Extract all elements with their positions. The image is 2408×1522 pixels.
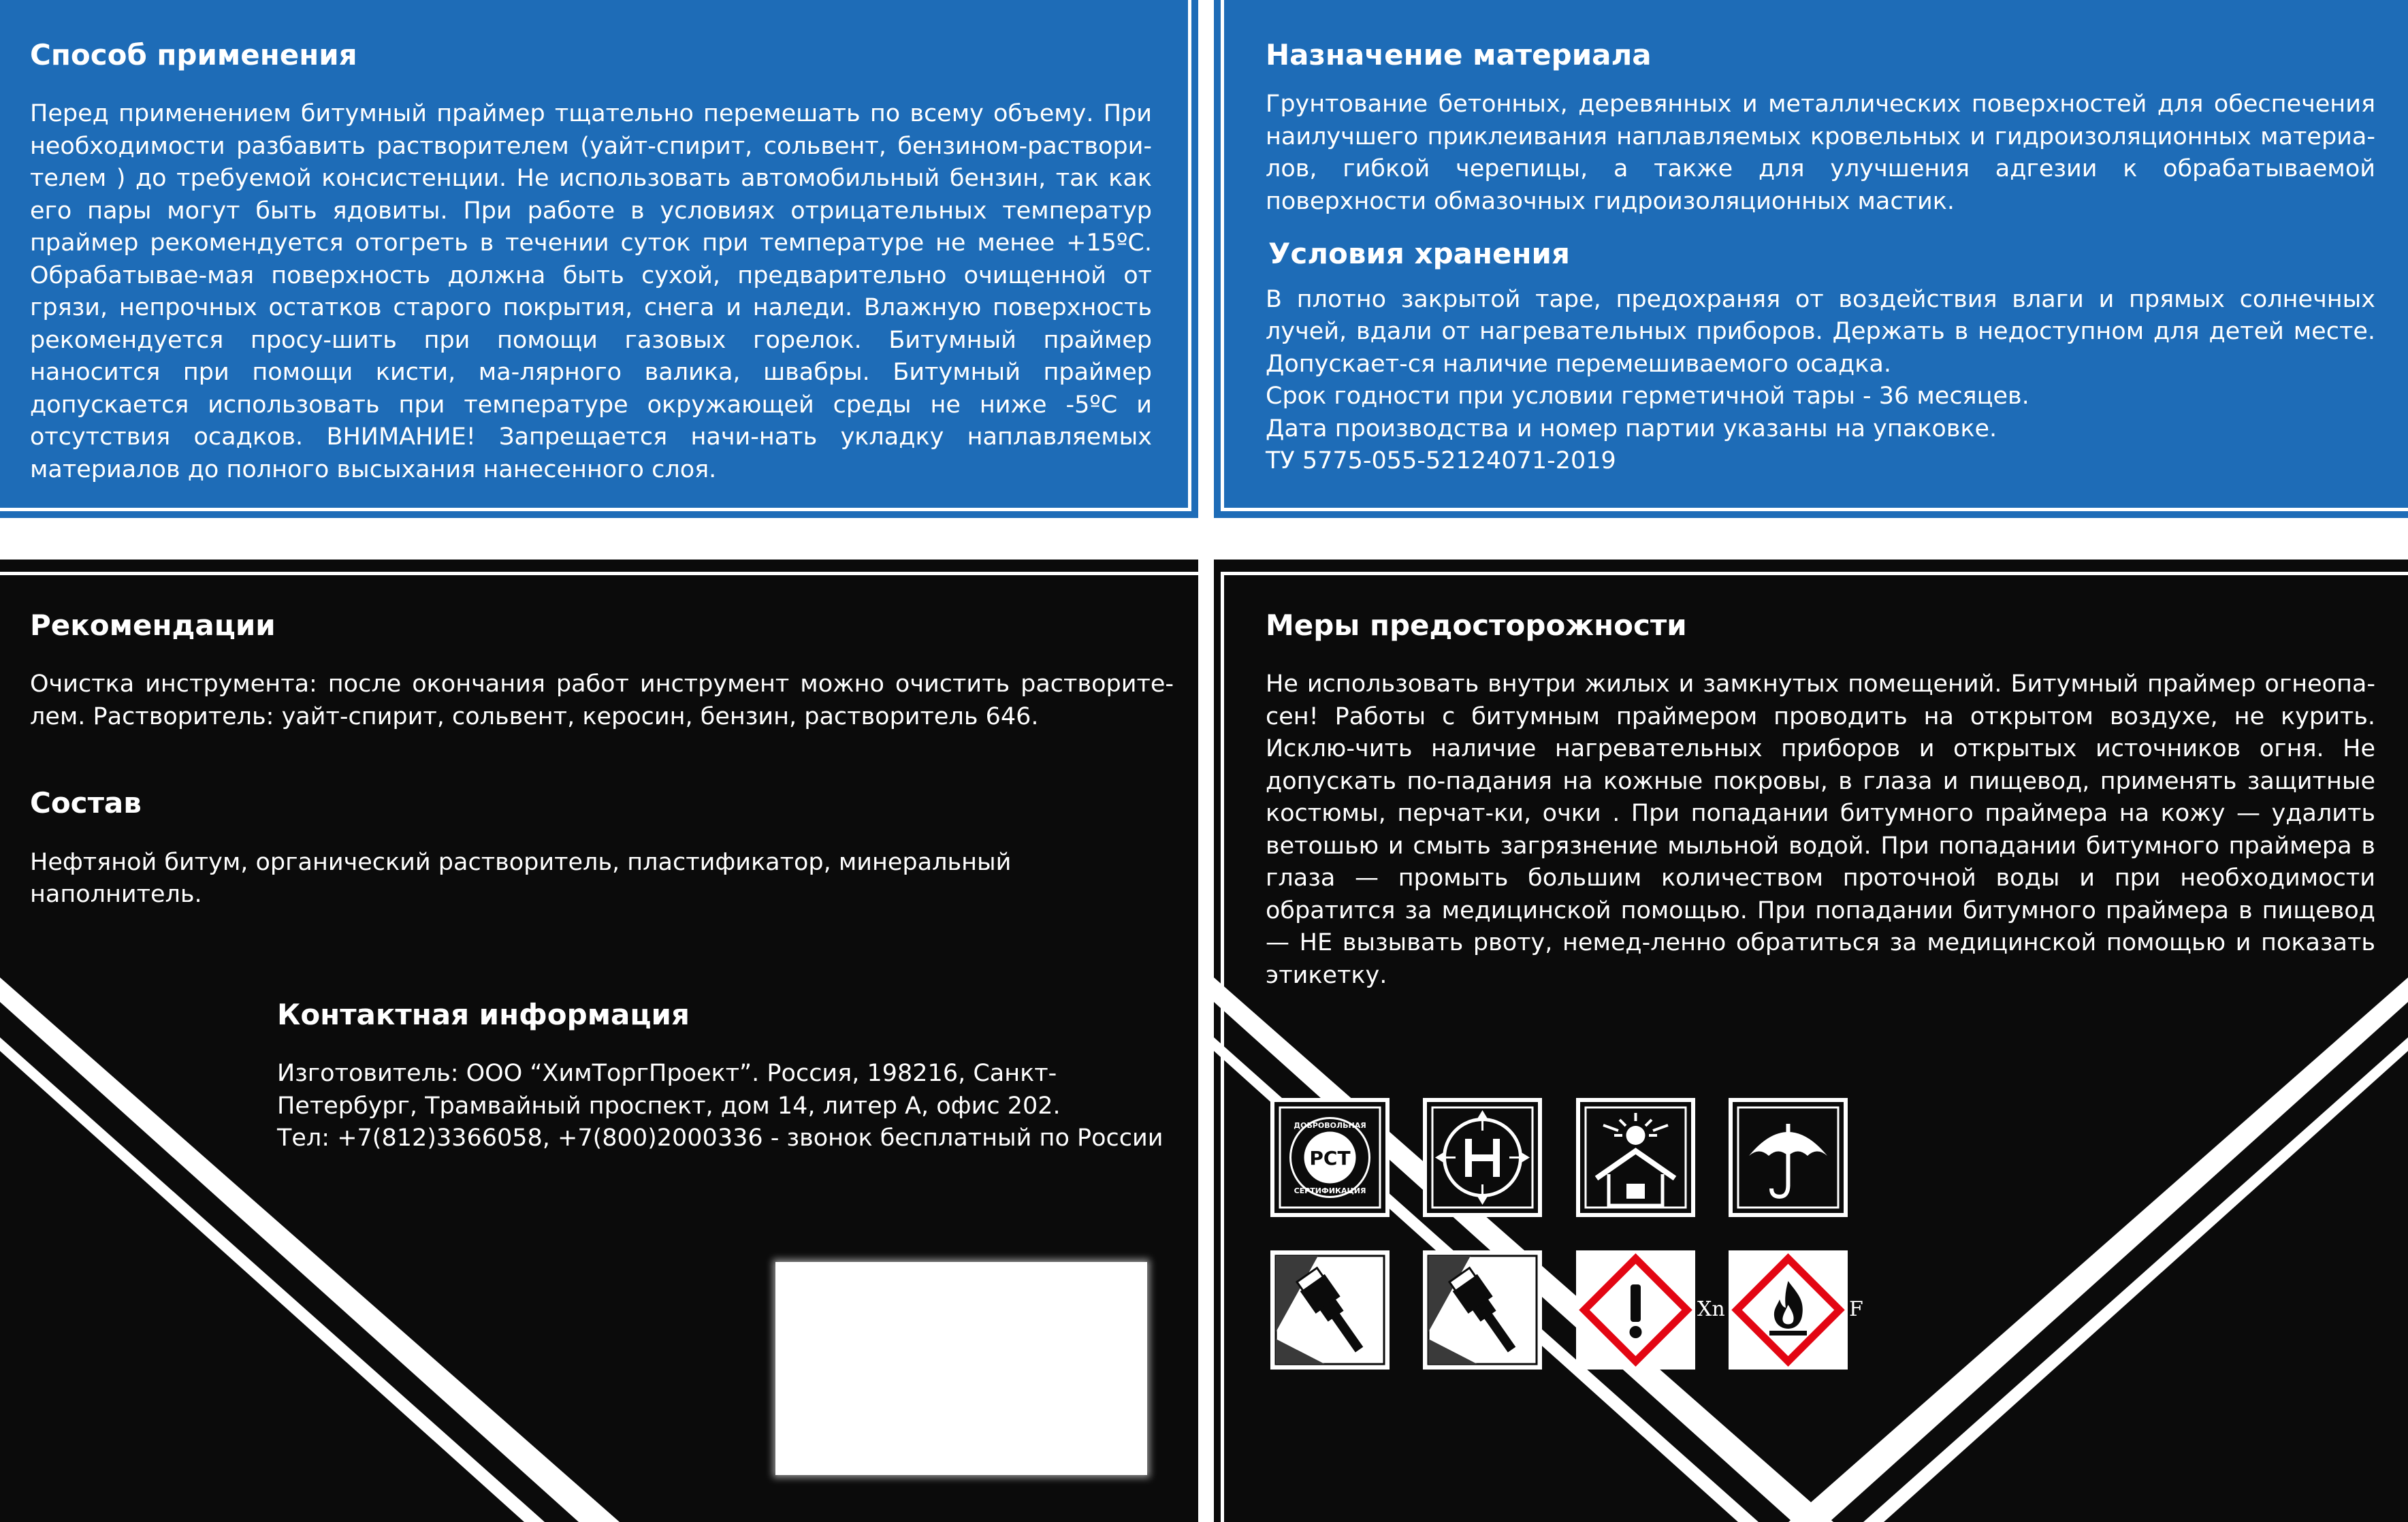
ghs-exclamation-code: Xn xyxy=(1697,1297,1725,1321)
contacts-title: Контактная информация xyxy=(277,998,690,1031)
barcode-placeholder xyxy=(775,1262,1147,1475)
precautions-content xyxy=(1266,609,2375,992)
contacts-manufacturer: Изготовитель: ООО “ХимТоргПроект”. Россия, 198216, Санкт-Петербург, Трамвайный проспект, дом 14, литер А, офис 202. xyxy=(277,1060,1061,1120)
composition-title: Состав xyxy=(30,786,142,820)
brush-apply-icon xyxy=(1270,1250,1390,1370)
keep-upright-icon xyxy=(1423,1098,1542,1217)
application-text: Перед применением битумный праймер тщательно перемешать по всему объему. При необходимости разбавить растворителем (уайт-спирит, сольвент, бензином-раствори-телем ) до требуемой консистенции. Не использовать автомобильный бензин, так как его пары могут быть ядовиты. При работе в условиях отрицательных температур праймер рекомендуется отогреть в течении суток при температуре не менее +15ºС. Обрабатывае-мая поверхность должна быть сухой, предварительно очищенной от грязи, непрочных остатков старого покрытия, снега и наледи. Влажную поверхность рекомендуется просу-шить при помощи газовых горелок. Битумный праймер наносится при помощи кисти, ма-лярного валика, швабры. Битумный праймер допускается использовать при температуре окружающей среды не ниже -5ºС и отсутствия осадков. ВНИМАНИЕ! Запрещается начи-нать укладку наплавляемых материалов до полного высыхания нанесенного слоя. xyxy=(30,100,1152,483)
purpose-text: Грунтование бетонных, деревянных и металлических поверхностей для обеспечения наилучшего приклеивания наплавляемых кровельных и гидроизоляционных материа-лов, гибкой черепицы, а также для улучшения адгезии к обрабатываемой поверхности обмазочных гидроизоляционных мастик. xyxy=(1266,91,2375,215)
certification-icon xyxy=(1270,1098,1390,1217)
contacts-content xyxy=(277,998,1176,1155)
ghs-flame-icon xyxy=(1729,1250,1848,1370)
application-title: Способ применения xyxy=(30,38,357,71)
storage-shelf-life: Срок годности при условии герметичной тары - 36 месяцев. xyxy=(1266,383,2029,410)
storage-title: Условия хранения xyxy=(1268,237,1570,271)
purpose-content xyxy=(1266,38,2375,478)
certification-top: ДОБРОВОЛЬНАЯ xyxy=(1294,1121,1366,1130)
application-panel xyxy=(0,0,1198,518)
storage-standard: ТУ 5775-055-52124071-2019 xyxy=(1266,447,1616,475)
precautions-text: Не использовать внутри жилых и замкнутых помещений. Битумный праймер огнеопа-сен! Работы с битумным праймером проводить на открытом воздухе, не курить. Исклю-чить наличие нагревательных приборов и открытых источников огня. Не допускать по-падания на кожные покровы, в глаза и пищевод, применять защитные костюмы, перчат-ки, очки . При попадании битумного праймера на кожу — удалить ветошью и смыть загрязнение мыльной водой. При попадании битумного праймера в глаза — промыть большим количеством проточной воды и при необходимости обратится за медицинской помощью. При попадании битумного праймера в пищевод — НЕ вызывать рвоту, немед-ленно обратиться за медицинской помощью и показать этикетку. xyxy=(1266,670,2375,989)
precautions-panel xyxy=(1214,560,2408,1522)
purpose-panel xyxy=(1214,0,2408,518)
recommendations-content xyxy=(30,609,1174,911)
recommendations-title: Рекомендации xyxy=(30,609,276,642)
recommendations-text: Очистка инструмента: после окончания работ инструмент можно очистить растворите-лем. Растворитель: уайт-спирит, сольвент, керосин, бензин, растворитель 646. xyxy=(30,670,1174,730)
keep-from-sun-icon xyxy=(1576,1098,1695,1217)
composition-text: Нефтяной битум, органический растворитель, пластификатор, минеральный наполнитель. xyxy=(30,848,1012,909)
contacts-phones: Тел: +7(812)3366058, +7(800)2000336 - звонок бесплатный по России xyxy=(277,1124,1163,1152)
storage-text: В плотно закрытой таре, предохраняя от воздействия влаги и прямых солнечных лучей, вдали от нагревательных приборов. Держать в недоступном для детей месте. Допускает-ся наличие перемешиваемого осадка. xyxy=(1266,285,2375,378)
certification-mark: РСТ xyxy=(1309,1147,1351,1169)
brush-apply-icon xyxy=(1423,1250,1542,1370)
storage-batch: Дата производства и номер партии указаны на упаковке. xyxy=(1266,415,1997,442)
ghs-flame-code: F xyxy=(1849,1297,1863,1321)
application-content xyxy=(30,38,1152,486)
certification-bottom: СЕРТИФИКАЦИЯ xyxy=(1294,1186,1366,1195)
keep-dry-icon xyxy=(1729,1098,1848,1217)
purpose-title: Назначение материала xyxy=(1266,38,1652,71)
ghs-exclamation-icon xyxy=(1576,1250,1695,1370)
precautions-title: Меры предосторожности xyxy=(1266,609,1687,642)
